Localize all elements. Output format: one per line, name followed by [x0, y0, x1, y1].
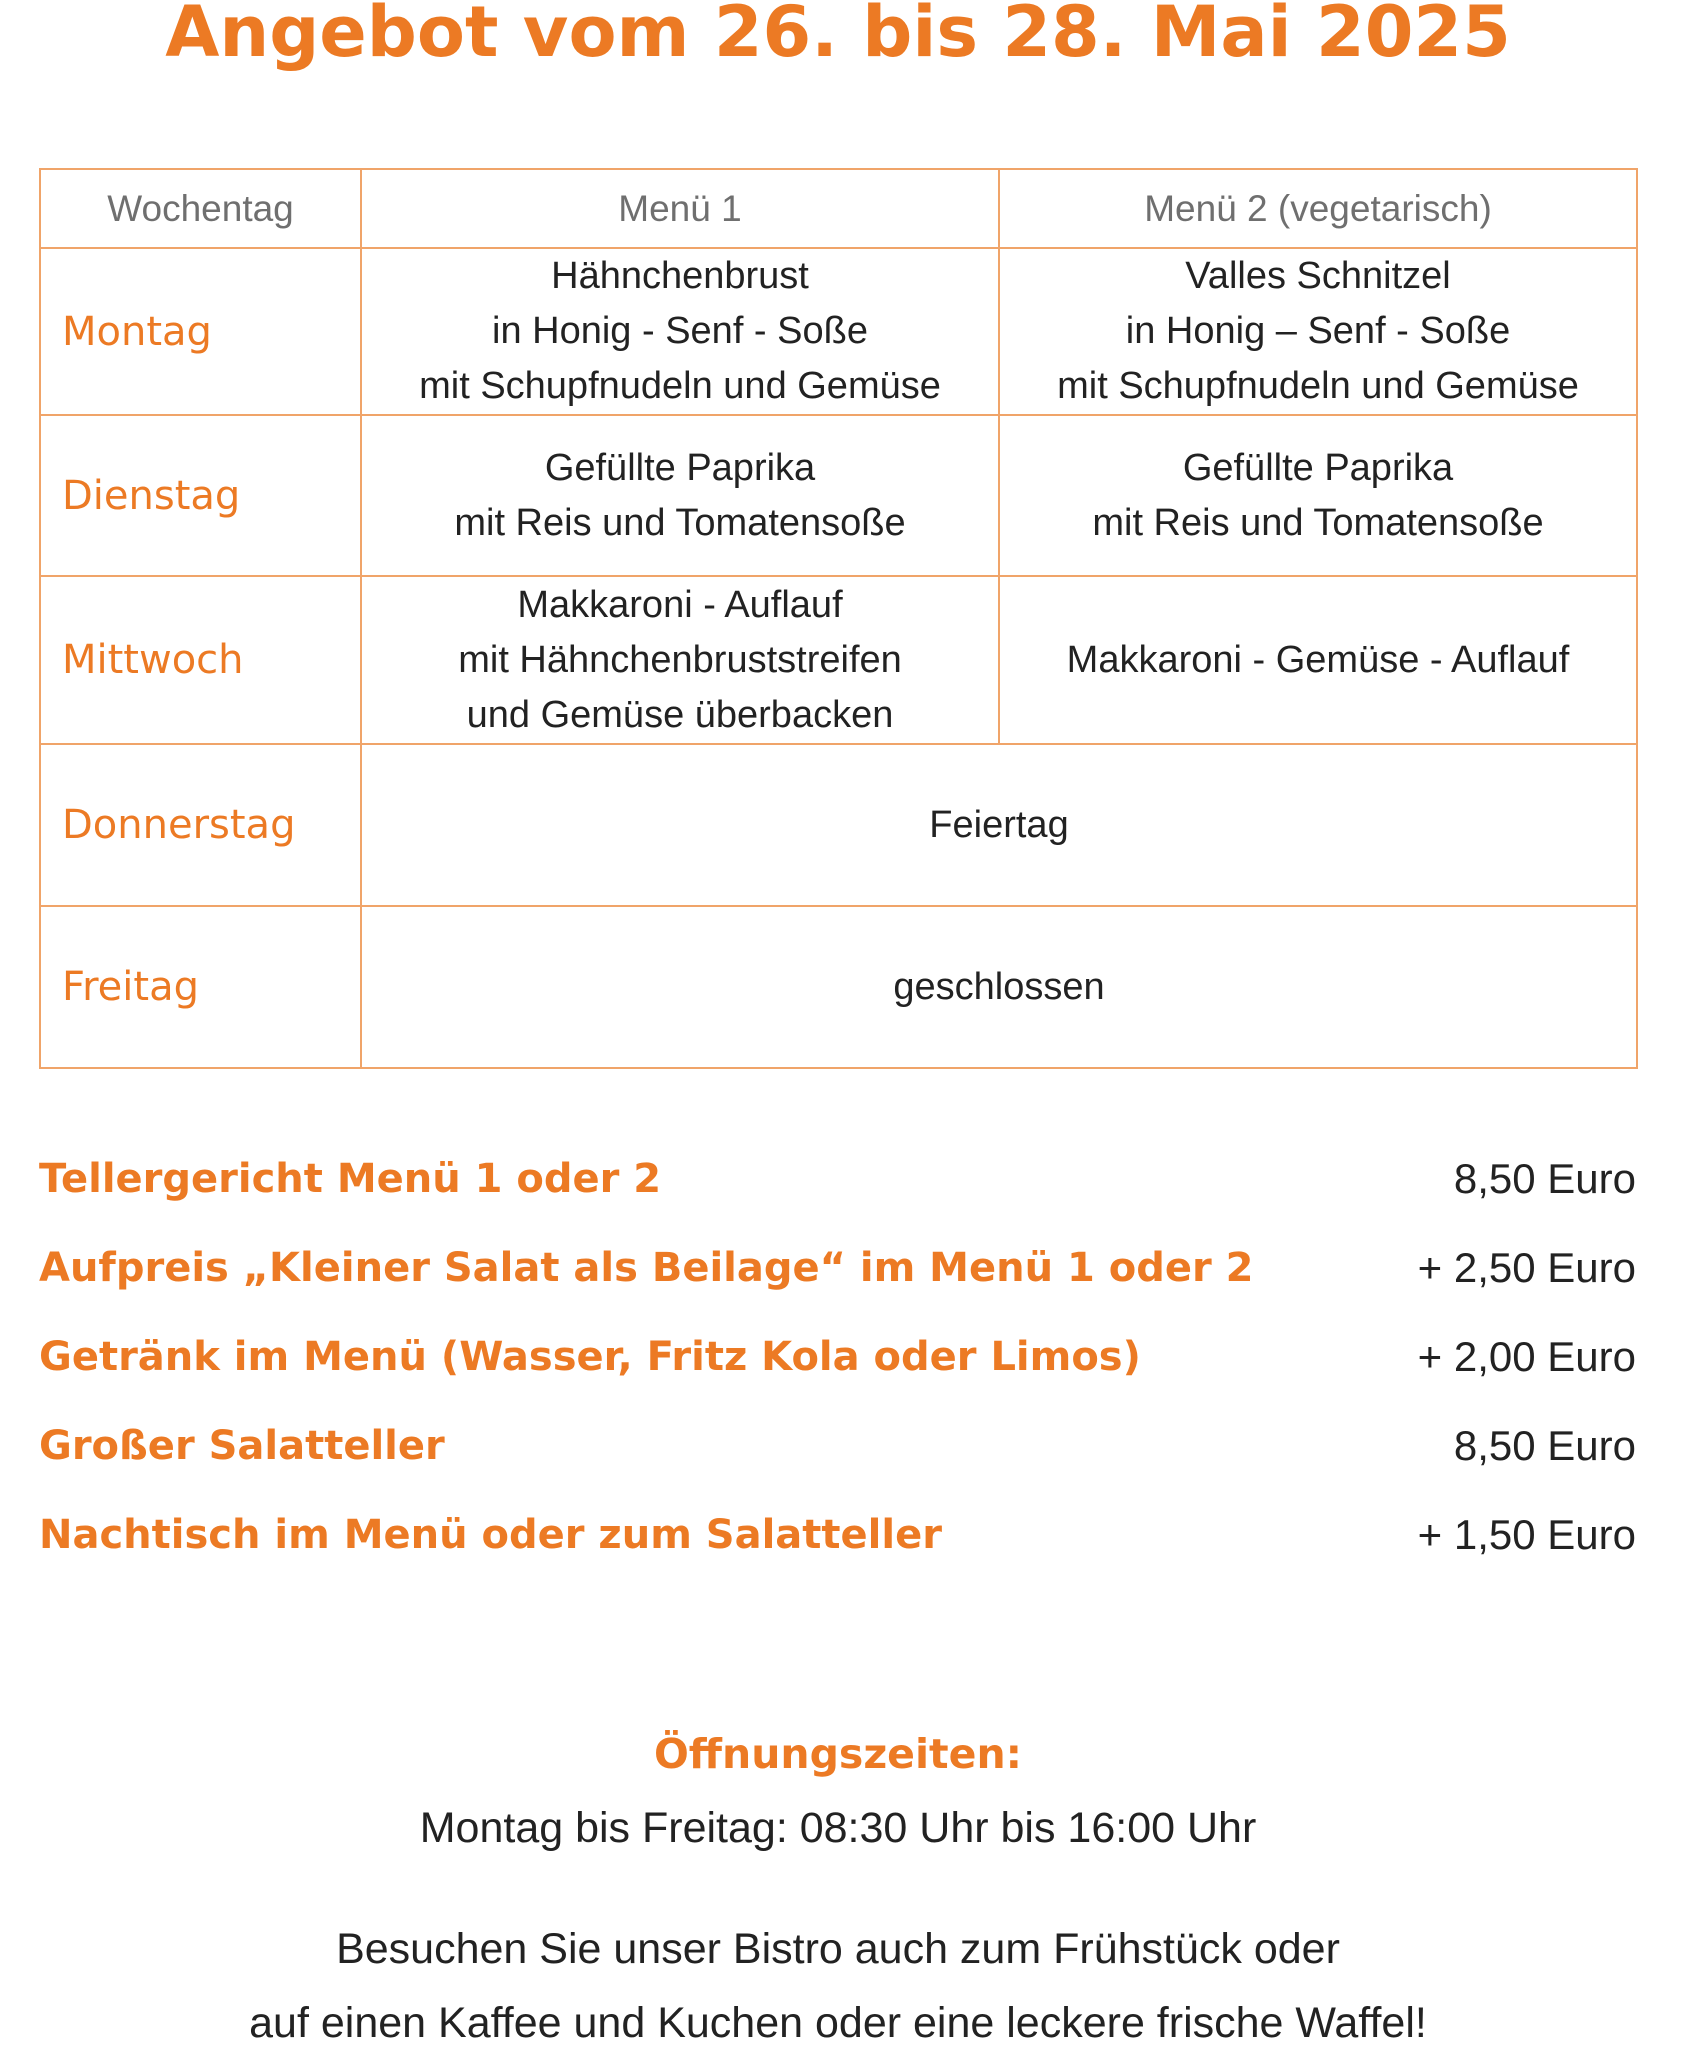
dish-line: Makkaroni - Auflauf: [517, 583, 843, 626]
price-value: + 1,50 Euro: [1417, 1511, 1636, 1558]
menu-1-dish: [361, 415, 999, 576]
menu-1-dish: [361, 576, 999, 744]
footer-line: auf einen Kaffee und Kuchen oder eine leckere frische Waffel!: [249, 1999, 1427, 2047]
opening-hours-title: Öffnungszeiten:: [653, 1730, 1023, 1778]
table-header-row: [40, 169, 1637, 248]
dish-line: Hähnchenbrust: [551, 255, 809, 297]
price-row: [39, 1418, 1636, 1507]
menu-2-dish: [999, 248, 1637, 415]
dish-line: Valles Schnitzel: [1185, 255, 1451, 297]
price-row: [39, 1507, 1636, 1596]
dish-line: mit Reis und Tomatensoße: [1092, 501, 1544, 544]
day-label: Donnerstag: [40, 744, 361, 906]
price-label: Getränk im Menü (Wasser, Fritz Kola oder Limos): [39, 1334, 1141, 1380]
dish-line: mit Hähnchenbruststreifen: [458, 638, 902, 681]
menu-2-dish: [999, 415, 1637, 576]
price-list: [39, 1151, 1636, 1596]
day-label: Mittwoch: [40, 576, 361, 744]
day-label: Freitag: [40, 906, 361, 1068]
price-label: Aufpreis „Kleiner Salat als Beilage“ im Menü 1 oder 2: [39, 1245, 1254, 1291]
price-label: Tellergericht Menü 1 oder 2: [39, 1156, 662, 1202]
dish-line: mit Schupfnudeln und Gemüse: [1057, 365, 1579, 407]
header-menu-2: Menü 2 (vegetarisch): [999, 169, 1637, 248]
header-weekday: Wochentag: [40, 169, 361, 248]
dish-line: mit Schupfnudeln und Gemüse: [419, 365, 941, 407]
table-row-mittwoch: [40, 576, 1637, 744]
price-row: [39, 1329, 1636, 1418]
dish-line: in Honig – Senf - Soße: [1125, 310, 1511, 352]
price-label: Nachtisch im Menü oder zum Salatteller: [39, 1512, 942, 1558]
menu-1-dish: [361, 248, 999, 415]
table-row-donnerstag: [40, 744, 1637, 906]
footer-line: Besuchen Sie unser Bistro auch zum Frühstück oder: [336, 1925, 1340, 1973]
price-label: Großer Salatteller: [39, 1423, 445, 1469]
dish-line: und Gemüse überbacken: [466, 693, 894, 736]
footer-note: [0, 1912, 1676, 2060]
table-row-dienstag: [40, 415, 1637, 576]
page-title: Angebot vom 26. bis 28. Mai 2025: [165, 0, 1511, 73]
menu-2-dish: [999, 576, 1637, 744]
table-row-montag: [40, 248, 1637, 415]
dish-line: Makkaroni - Gemüse - Auflauf: [1066, 638, 1570, 681]
header-menu-1: Menü 1: [361, 169, 999, 248]
dish-line: in Honig - Senf - Soße: [492, 310, 868, 352]
price-value: + 2,00 Euro: [1417, 1333, 1636, 1380]
dish-line: Gefüllte Paprika: [1182, 446, 1454, 489]
table-row-freitag: [40, 906, 1637, 1068]
dish-line: Gefüllte Paprika: [544, 446, 816, 489]
price-value: 8,50 Euro: [1453, 1422, 1636, 1469]
day-label: Montag: [40, 248, 361, 415]
price-row: [39, 1151, 1636, 1240]
price-value: + 2,50 Euro: [1417, 1244, 1636, 1291]
merged-note: Feiertag: [361, 744, 1637, 906]
day-label: Dienstag: [40, 415, 361, 576]
menu-table: [39, 168, 1638, 1069]
dish-line: mit Reis und Tomatensoße: [454, 501, 906, 544]
price-row: [39, 1240, 1636, 1329]
merged-note: geschlossen: [361, 906, 1637, 1068]
price-value: 8,50 Euro: [1453, 1155, 1636, 1202]
opening-hours-text: Montag bis Freitag: 08:30 Uhr bis 16:00 Uhr: [419, 1804, 1257, 1852]
